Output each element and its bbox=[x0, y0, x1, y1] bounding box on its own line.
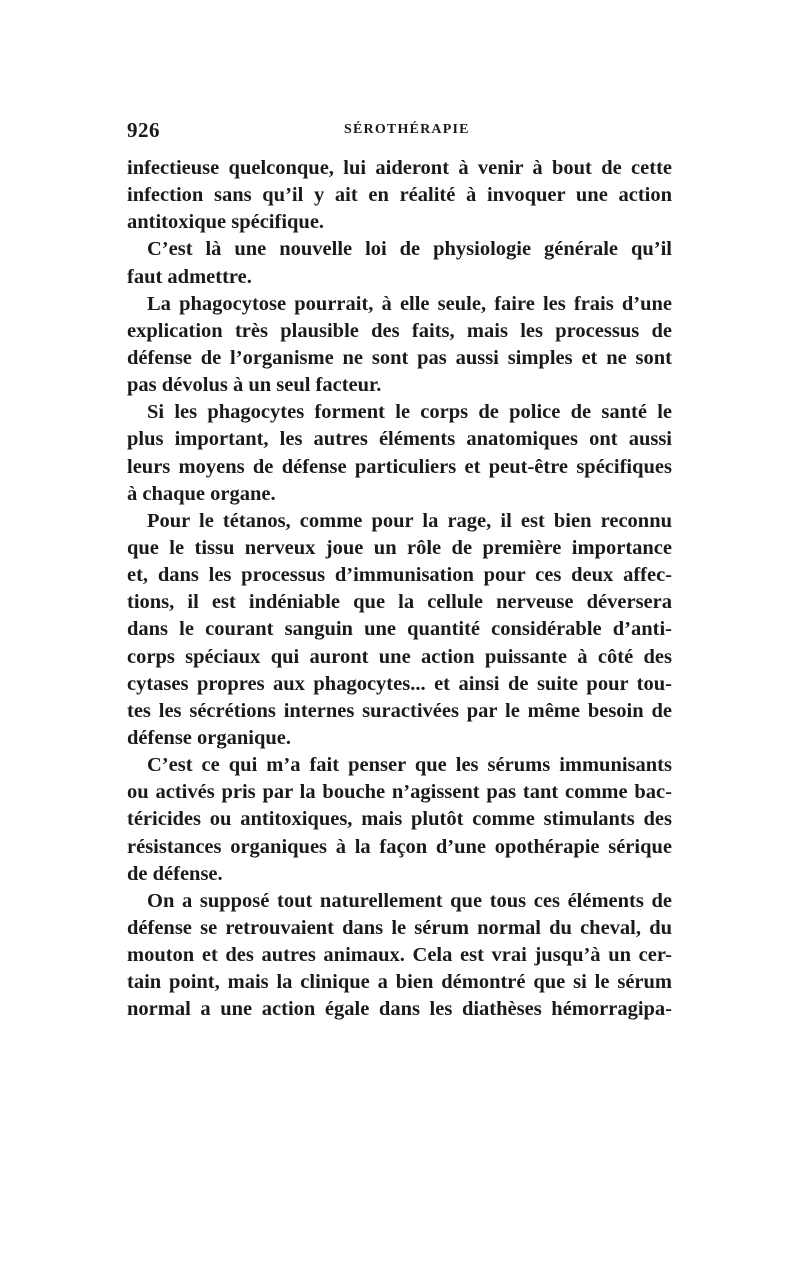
text-line: infection sans qu’il y ait en réalité à invoquer une action bbox=[127, 184, 672, 207]
text-line: résistances organiques à la façon d’une opothérapie sérique bbox=[127, 835, 672, 858]
text-line: que le tissu nerveux joue un rôle de première importance bbox=[127, 536, 672, 559]
running-title: SÉROTHÉRAPIE bbox=[344, 122, 470, 137]
text-line: explication très plausible des faits, mais les processus de bbox=[127, 319, 672, 342]
text-line: de défense. bbox=[127, 862, 223, 885]
running-head bbox=[127, 118, 672, 144]
text-line: Si les phagocytes forment le corps de police de santé le bbox=[147, 401, 672, 424]
text-line: La phagocytose pourrait, à elle seule, faire les frais d’une bbox=[147, 292, 672, 315]
text-line: normal a une action égale dans les diathèses hémorragipa- bbox=[127, 998, 672, 1021]
text-line: défense organique. bbox=[127, 726, 291, 749]
text-line: C’est là une nouvelle loi de physiologie générale qu’il bbox=[147, 238, 672, 261]
text-line: Pour le tétanos, comme pour la rage, il est bien reconnu bbox=[147, 509, 672, 532]
text-line: tes les sécrétions internes suractivées par le même besoin de bbox=[127, 699, 672, 722]
text-line: leurs moyens de défense particuliers et peut-être spécifiques bbox=[127, 455, 672, 478]
page-number: 926 bbox=[127, 118, 160, 142]
text-line: téricides ou antitoxiques, mais plutôt comme stimulants des bbox=[127, 808, 672, 831]
text-line: corps spéciaux qui auront une action puissante à côté des bbox=[127, 645, 672, 668]
text-line: tions, il est indéniable que la cellule nerveuse déversera bbox=[127, 591, 672, 614]
text-line: dans le courant sanguin une quantité considérable d’anti- bbox=[127, 618, 672, 641]
text-line: défense de l’organisme ne sont pas aussi simples et ne sont bbox=[127, 346, 672, 369]
text-line: plus important, les autres éléments anatomiques ont aussi bbox=[127, 428, 672, 451]
text-line: tain point, mais la clinique a bien démontré que si le sérum bbox=[127, 971, 672, 994]
text-line: antitoxique spécifique. bbox=[127, 211, 325, 234]
text-line: pas dévolus à un seul facteur. bbox=[127, 374, 382, 397]
text-line: défense se retrouvaient dans le sérum normal du cheval, du bbox=[127, 916, 672, 939]
text-line: ou activés pris par la bouche n’agissent pas tant comme bac- bbox=[127, 781, 672, 804]
text-line: à chaque organe. bbox=[127, 482, 276, 505]
text-line: mouton et des autres animaux. Cela est vrai jusqu’à un cer- bbox=[127, 944, 672, 967]
text-line: C’est ce qui m’a fait penser que les sérums immunisants bbox=[147, 754, 672, 777]
text-line: On a supposé tout naturellement que tous ces éléments de bbox=[147, 889, 672, 912]
text-line: faut admettre. bbox=[127, 265, 252, 288]
text-line: et, dans les processus d’immunisation pour ces deux affec- bbox=[127, 564, 672, 587]
text-line: infectieuse quelconque, lui aideront à venir à bout de cette bbox=[127, 157, 672, 179]
text-line: cytases propres aux phagocytes... et ainsi de suite pour tou- bbox=[127, 672, 672, 695]
body-text bbox=[127, 155, 672, 1024]
